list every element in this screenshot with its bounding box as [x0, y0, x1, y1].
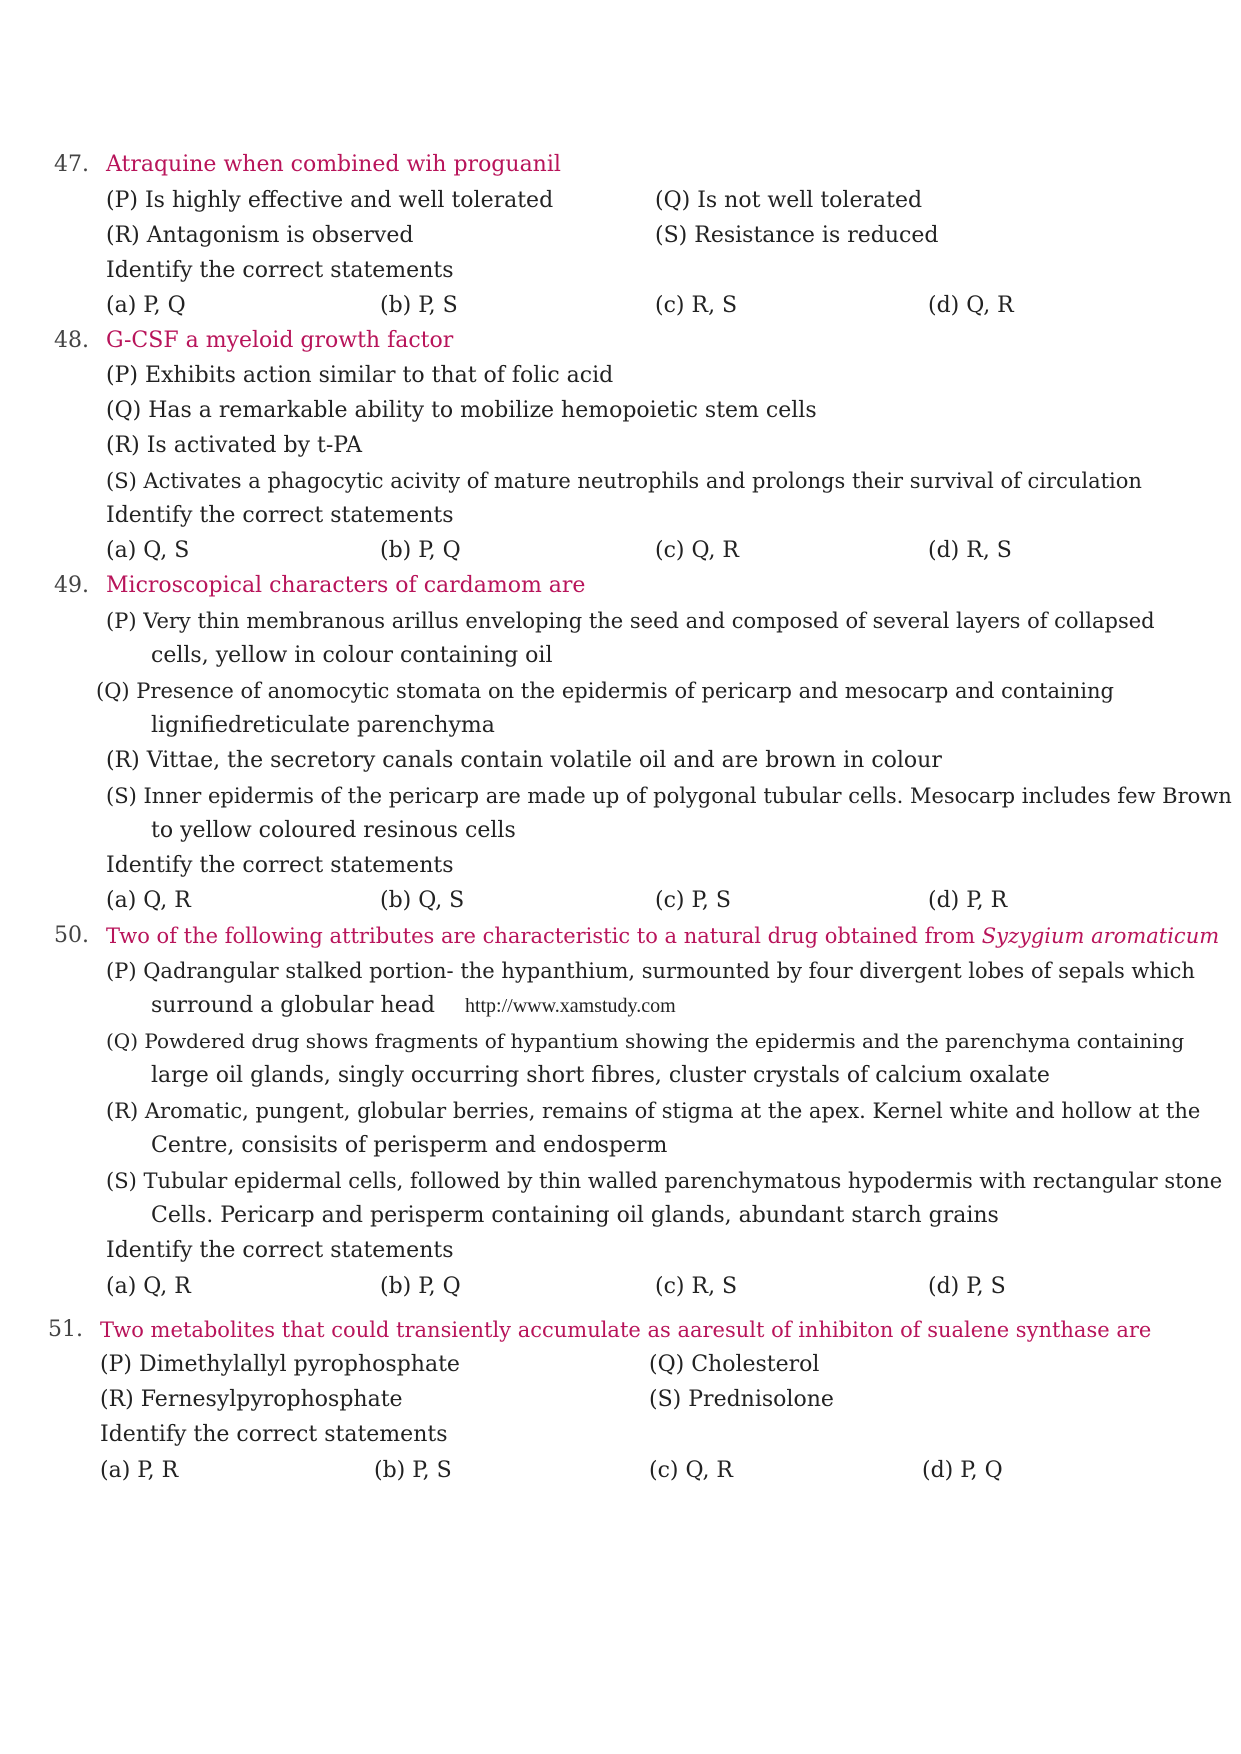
option-tag: (c): [655, 888, 685, 913]
option-tag: (P): [106, 609, 137, 633]
option-b[interactable]: [380, 291, 458, 321]
statement-text: Is not well tolerated: [697, 188, 923, 213]
option-tag: (P): [106, 959, 137, 983]
option-c[interactable]: [655, 536, 739, 566]
option-d[interactable]: [922, 1456, 1003, 1486]
statement-tag: (P): [106, 188, 138, 213]
option-text: Dimethylallyl pyrophosphate: [138, 1352, 460, 1377]
option-text: Q, R: [143, 888, 191, 913]
statement-text: Antagonism is observed: [146, 223, 414, 248]
option-text: Prednisolone: [688, 1387, 834, 1412]
option-tag: (R): [100, 1387, 134, 1412]
statement-tag: (Q): [655, 188, 691, 213]
option-tag: (b): [380, 888, 412, 913]
identify-prompt: Identify the correct statements: [106, 853, 454, 878]
option-c[interactable]: [655, 291, 737, 321]
option-text: Q, R: [143, 1274, 191, 1299]
option-tag: (c): [655, 1274, 685, 1299]
option-d[interactable]: [928, 536, 1012, 566]
option-tag: (d): [928, 538, 960, 563]
option-a[interactable]: [100, 1456, 178, 1486]
option-tag: (R): [106, 1099, 139, 1123]
statement-s: [106, 466, 1142, 496]
option-text: Two of the following attributes are characteristic to a natural drug obtained from: [106, 924, 975, 948]
option-tag: (a): [106, 538, 137, 563]
statement-text: Is highly effective and well tolerated: [144, 188, 554, 213]
option-text: P, Q: [418, 538, 461, 563]
option-d[interactable]: [928, 1272, 1006, 1302]
statement-p: [100, 1350, 460, 1380]
option-tag: (R): [106, 748, 140, 773]
option-text: P, Q: [418, 1274, 461, 1299]
statement-p: [106, 361, 613, 391]
option-text: P, S: [966, 1274, 1006, 1299]
question-text: [106, 921, 1219, 951]
option-c[interactable]: [655, 1272, 737, 1302]
option-text: Q, S: [418, 888, 465, 913]
statement-s: [655, 221, 938, 251]
option-text: P, R: [966, 888, 1008, 913]
statement-p: [106, 186, 553, 216]
option-b[interactable]: [380, 1272, 461, 1302]
option-tag: (c): [655, 293, 685, 318]
option-text: R, S: [691, 293, 738, 318]
question-text: Microscopical characters of cardamom are: [106, 573, 586, 598]
option-tag: (a): [100, 1458, 131, 1483]
option-b[interactable]: [380, 886, 464, 916]
identify-prompt: Identify the correct statements: [106, 1238, 454, 1263]
option-text: Vittae, the secretory canals contain volatile oil and are brown in colour: [146, 748, 942, 773]
question-number: 49.: [54, 573, 89, 598]
option-text: R, S: [966, 538, 1012, 563]
option-text: Cholesterol: [691, 1352, 820, 1377]
statement-s: [649, 1385, 834, 1415]
statement-tag: (S): [655, 223, 688, 248]
statement-tag: (R): [106, 223, 140, 248]
option-tag: (a): [106, 888, 137, 913]
watermark-url[interactable]: http://www.xamstudy.com: [464, 995, 676, 1017]
option-tag: (d): [922, 1458, 954, 1483]
option-tag: (Q): [106, 1029, 139, 1053]
identify-prompt: Identify the correct statements: [106, 503, 454, 528]
option-tag: (P): [100, 1352, 132, 1377]
option-a[interactable]: [106, 536, 189, 566]
question-number: 48.: [54, 328, 89, 353]
option-text: P, S: [691, 888, 731, 913]
option-text: Q, S: [143, 538, 190, 563]
question-number: 47.: [54, 152, 89, 177]
option-tag: (c): [655, 538, 685, 563]
option-text: Presence of anomocytic stomata on the epidermis of pericarp and mesocarp and containing: [136, 679, 1114, 703]
option-tag: (P): [106, 363, 138, 388]
option-d[interactable]: [928, 291, 1014, 321]
statement-q-cont: large oil glands, singly occurring short fibres, cluster crystals of calcium oxalate: [151, 1063, 1050, 1088]
option-tag: (R): [106, 433, 140, 458]
statement-s-cont: to yellow coloured resinous cells: [151, 818, 516, 843]
statement-q: [649, 1350, 819, 1380]
statement-p: [106, 956, 1195, 986]
statement-q-cont: lignifiedreticulate parenchyma: [151, 713, 495, 738]
statement-q: [96, 676, 1114, 706]
question-text: G-CSF a myeloid growth factor: [106, 328, 454, 353]
option-c[interactable]: [655, 886, 731, 916]
option-text: Is activated by t-PA: [146, 433, 362, 458]
option-text: Aromatic, pungent, globular berries, remains of stigma at the apex. Kernel white and hollow at the: [144, 1099, 1201, 1123]
option-text: P, S: [418, 293, 458, 318]
option-text: Very thin membranous arillus enveloping the seed and composed of several layers of collapsed: [143, 609, 1155, 633]
option-tag: (a): [106, 1274, 137, 1299]
option-tag: (b): [374, 1458, 406, 1483]
statement-p-cont: [151, 991, 676, 1021]
option-tag: (Q): [106, 398, 142, 423]
option-tag: (Q): [649, 1352, 685, 1377]
statement-s-cont: Cells. Pericarp and perisperm containing oil glands, abundant starch grains: [151, 1203, 999, 1228]
option-text: Q, R: [966, 293, 1014, 318]
option-text: P, R: [137, 1458, 179, 1483]
statement-q: [106, 396, 817, 426]
option-tag: (Q): [96, 679, 130, 703]
option-b[interactable]: [380, 536, 461, 566]
option-tag: (d): [928, 293, 960, 318]
option-a[interactable]: [106, 886, 191, 916]
option-text: Powdered drug shows fragments of hypantium showing the epidermis and the parenchyma containing: [144, 1029, 1185, 1053]
option-text: P, Q: [960, 1458, 1003, 1483]
statement-r: [106, 746, 942, 776]
option-text: R, S: [691, 1274, 738, 1299]
option-text: P, Q: [143, 293, 186, 318]
option-a[interactable]: [106, 1272, 191, 1302]
option-tag: (a): [106, 293, 137, 318]
statement-p-cont: cells, yellow in colour containing oil: [151, 643, 553, 668]
option-a[interactable]: [106, 291, 186, 321]
option-d[interactable]: [928, 886, 1007, 916]
option-text: P, S: [412, 1458, 452, 1483]
option-tag: (c): [649, 1458, 679, 1483]
question-number: 50.: [54, 923, 89, 948]
statement-p: [106, 606, 1155, 636]
option-tag: (S): [106, 1169, 137, 1193]
option-tag: (d): [928, 888, 960, 913]
statement-s: [106, 781, 1232, 811]
question-text: Atraquine when combined wih proguanil: [106, 152, 561, 177]
identify-prompt: Identify the correct statements: [100, 1422, 448, 1447]
option-text: Inner epidermis of the pericarp are made up of polygonal tubular cells. Mesocarp includes few Brown: [143, 784, 1232, 808]
option-b[interactable]: [374, 1456, 452, 1486]
option-text: Q, R: [691, 538, 739, 563]
option-text: Qadrangular stalked portion- the hypanthium, surmounted by four divergent lobes of sepals which: [143, 959, 1195, 983]
option-text: Activates a phagocytic acivity of mature neutrophils and prolongs their survival of circulation: [143, 469, 1142, 493]
option-text: surround a globular head: [151, 993, 435, 1018]
option-tag: (d): [928, 1274, 960, 1299]
option-text: Exhibits action similar to that of folic acid: [144, 363, 614, 388]
option-tag: (b): [380, 1274, 412, 1299]
option-text: Q, R: [685, 1458, 733, 1483]
option-text: Has a remarkable ability to mobilize hemopoietic stem cells: [148, 398, 817, 423]
statement-text: Resistance is reduced: [694, 223, 939, 248]
option-text: Fernesylpyrophosphate: [140, 1387, 403, 1412]
species-name: Syzygium aromaticum: [981, 924, 1220, 948]
option-tag: (b): [380, 538, 412, 563]
option-text: Tubular epidermal cells, followed by thin walled parenchymatous hypodermis with rectangular stone: [143, 1169, 1223, 1193]
statement-s: [106, 1166, 1222, 1196]
statement-r: [106, 221, 413, 251]
option-tag: (S): [649, 1387, 682, 1412]
option-c[interactable]: [649, 1456, 733, 1486]
statement-r-cont: Centre, consisits of perisperm and endosperm: [151, 1133, 668, 1158]
statement-q: [106, 1026, 1184, 1056]
statement-r: [106, 1096, 1200, 1126]
statement-q: [655, 186, 922, 216]
option-tag: (S): [106, 469, 137, 493]
question-number: 51.: [48, 1317, 83, 1342]
identify-prompt: Identify the correct statements: [106, 258, 454, 283]
statement-r: [106, 431, 362, 461]
option-tag: (b): [380, 293, 412, 318]
statement-r: [100, 1385, 403, 1415]
option-tag: (S): [106, 784, 137, 808]
question-text: Two metabolites that could transiently accumulate as aaresult of inhibiton of sualene synthase are: [100, 1318, 1152, 1342]
